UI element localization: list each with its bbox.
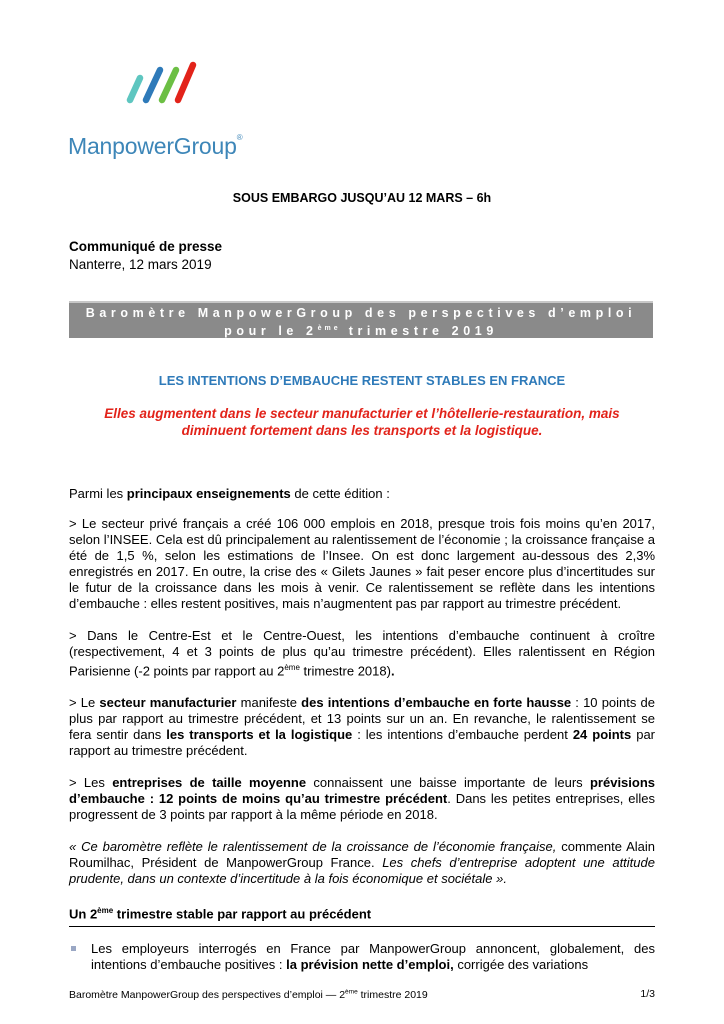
section-divider: [69, 926, 655, 927]
press-release-place-date: Nanterre, 12 mars 2019: [69, 257, 212, 272]
paragraph-private-sector: > Le secteur privé français a créé 106 000 emplois en 2018, presque trois fois moins qu’en 2017, selon l’INSEE. Cela est dû principalement au ralentissement de l’économie ; la croissance française a été de 1,5 %, selon les estimations de l’Insee. On est donc largement au-dessous des 2,3% enregistrés en 2017. En outre, la crise des « Gilets Jaunes » fait peser encore plus d’incertitudes sur le futur de la croissance dans les mois à venir. Ce ralentissement se reflète dans les intentions d’embauche : elles restent positives, mais n’augmentent pas par rapport au trimestre précédent.: [69, 516, 655, 611]
manpowergroup-logo: [68, 60, 268, 168]
footer-title: Baromètre ManpowerGroup des perspectives d’emploi — 2ème trimestre 2019: [69, 988, 428, 1001]
logo-stripe-red: [178, 65, 193, 100]
press-release-title: Communiqué de presse: [69, 239, 223, 254]
bullet-item: Les employeurs interrogés en France par ManpowerGroup annoncent, globalement, des intentions d’embauche positives : la prévision nette d’emploi, corrigée des variations: [69, 941, 655, 973]
logo-stripe-teal: [130, 78, 140, 100]
logo-wordmark: ManpowerGroup®: [68, 133, 243, 159]
paragraph-regions: > Dans le Centre-Est et le Centre-Ouest, les intentions d’embauche continuent à croître (respectivement, 4 et 3 points de plus qu’au trimestre précédent). Elles ralentissent en Région Parisienne (-2 points par rapport au 2ème trimestre 2018).: [69, 628, 655, 679]
banner-line-2: pour le 2ème trimestre 2019: [224, 324, 498, 339]
subheadline: Elles augmentent dans le secteur manufacturier et l’hôtellerie-restauration, mais diminuent fortement dans les transports et la logistique.: [104, 406, 620, 438]
section-heading: Un 2ème trimestre stable par rapport au précédent: [69, 906, 372, 922]
logo-stripes-icon: [126, 60, 198, 106]
bullet-square-icon: [71, 946, 76, 951]
embargo-notice: SOUS EMBARGO JUSQU’AU 12 MARS – 6h: [232, 191, 492, 205]
headline: LES INTENTIONS D’EMBAUCHE RESTENT STABLES EN FRANCE: [158, 373, 566, 388]
barometer-banner: [69, 301, 653, 338]
paragraph-manufacturing: > Le secteur manufacturier manifeste des intentions d’embauche en forte hausse : 10 points de plus par rapport au trimestre précédent, et 13 points sur un an. En revanche, le ralentissement se fera sentir dans les transports et la logistique : les intentions d’embauche perdent 24 points par rapport au trimestre précédent.: [69, 695, 655, 759]
banner-line-1: Baromètre ManpowerGroup des perspectives d’emploi: [85, 306, 637, 320]
page-footer: [69, 988, 655, 1001]
quote-paragraph: « Ce baromètre reflète le ralentissement de la croissance de l’économie française, commente Alain Roumilhac, Président de ManpowerGroup France. Les chefs d’entreprise adoptent une attitude prudente, dans un contexte d’incertitude à la fois économique et sociétale ».: [69, 839, 656, 887]
intro-paragraph: Parmi les principaux enseignements de cette édition :: [69, 486, 390, 501]
paragraph-medium-companies: > Les entreprises de taille moyenne connaissent une baisse importante de leurs prévisions d’embauche : 12 points de moins qu’au trimestre précédent. Dans les petites entreprises, elles progressent de 3 points par rapport à la même période en 2018.: [69, 775, 656, 823]
logo-stripe-blue: [146, 70, 160, 100]
logo-stripe-green: [162, 70, 176, 100]
document-body: [69, 486, 655, 989]
page-number: 1/3: [640, 988, 655, 1000]
